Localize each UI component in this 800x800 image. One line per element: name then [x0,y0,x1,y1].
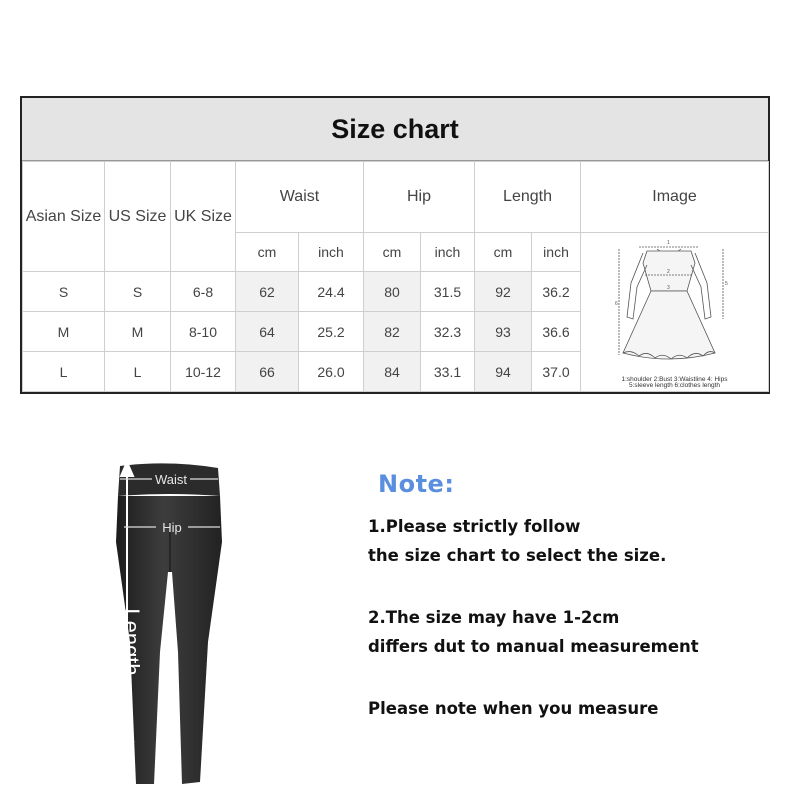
unit-waist-inch: inch [299,233,364,272]
image-caption-1: 1:shoulder 2:Bust 3:Waistline 4: Hips [621,375,728,383]
cell-length-inch: 36.6 [532,312,581,352]
header-us-size: US Size [105,162,171,272]
svg-text:6: 6 [614,300,618,307]
svg-text:2: 2 [666,268,670,275]
cell-length-cm: 94 [475,352,532,392]
note-title: Note: [378,470,455,498]
hip-label: Hip [162,520,182,535]
cell-hip-cm: 80 [364,272,421,312]
note-line-1: 1.Please strictly follow [368,517,581,536]
size-chart [20,96,770,394]
header-waist: Waist [236,162,364,233]
cell-waist-inch: 26.0 [299,352,364,392]
cell-hip-cm: 84 [364,352,421,392]
cell-waist-inch: 25.2 [299,312,364,352]
leggings-measurement-diagram [96,452,276,792]
header-length: Length [475,162,581,233]
unit-waist-cm: cm [236,233,299,272]
cell-uk: 10-12 [171,352,236,392]
svg-text:5: 5 [724,280,728,287]
cell-uk: 6-8 [171,272,236,312]
header-hip: Hip [364,162,475,233]
cell-hip-inch: 31.5 [421,272,475,312]
note-line-5: Please note when you measure [368,699,659,718]
cell-us: L [105,352,171,392]
header-uk-size: UK Size [171,162,236,272]
cell-asian: M [23,312,105,352]
cell-length-inch: 36.2 [532,272,581,312]
cell-asian: L [23,352,105,392]
cell-asian: S [23,272,105,312]
svg-text:1: 1 [666,239,670,246]
size-table [22,161,769,392]
cell-waist-inch: 24.4 [299,272,364,312]
cell-us: S [105,272,171,312]
cell-length-cm: 92 [475,272,532,312]
leggings-image [96,452,276,792]
cell-length-inch: 37.0 [532,352,581,392]
notes-section [368,470,788,723]
header-image: Image [581,162,769,233]
unit-length-inch: inch [532,233,581,272]
cell-length-cm: 93 [475,312,532,352]
dress-measurement-icon [595,235,755,375]
unit-length-cm: cm [475,233,532,272]
unit-hip-inch: inch [421,233,475,272]
cell-waist-cm: 64 [236,312,299,352]
cell-hip-inch: 33.1 [421,352,475,392]
note-line-4: differs dut to manual measurement [368,637,699,656]
cell-hip-inch: 32.3 [421,312,475,352]
note-line-2: the size chart to select the size. [368,546,667,565]
cell-waist-cm: 62 [236,272,299,312]
waist-label: Waist [154,472,188,487]
note-line-3: 2.The size may have 1-2cm [368,608,620,627]
header-asian-size: Asian Size [23,162,105,272]
dress-diagram-cell [581,233,769,392]
image-caption-2: 5:sleeve length 6:clothes length [628,381,721,389]
chart-title: Size chart [22,98,768,161]
svg-text:3: 3 [666,284,670,291]
length-label: Length [119,608,144,676]
cell-uk: 8-10 [171,312,236,352]
unit-hip-cm: cm [364,233,421,272]
cell-us: M [105,312,171,352]
cell-waist-cm: 66 [236,352,299,392]
cell-hip-cm: 82 [364,312,421,352]
